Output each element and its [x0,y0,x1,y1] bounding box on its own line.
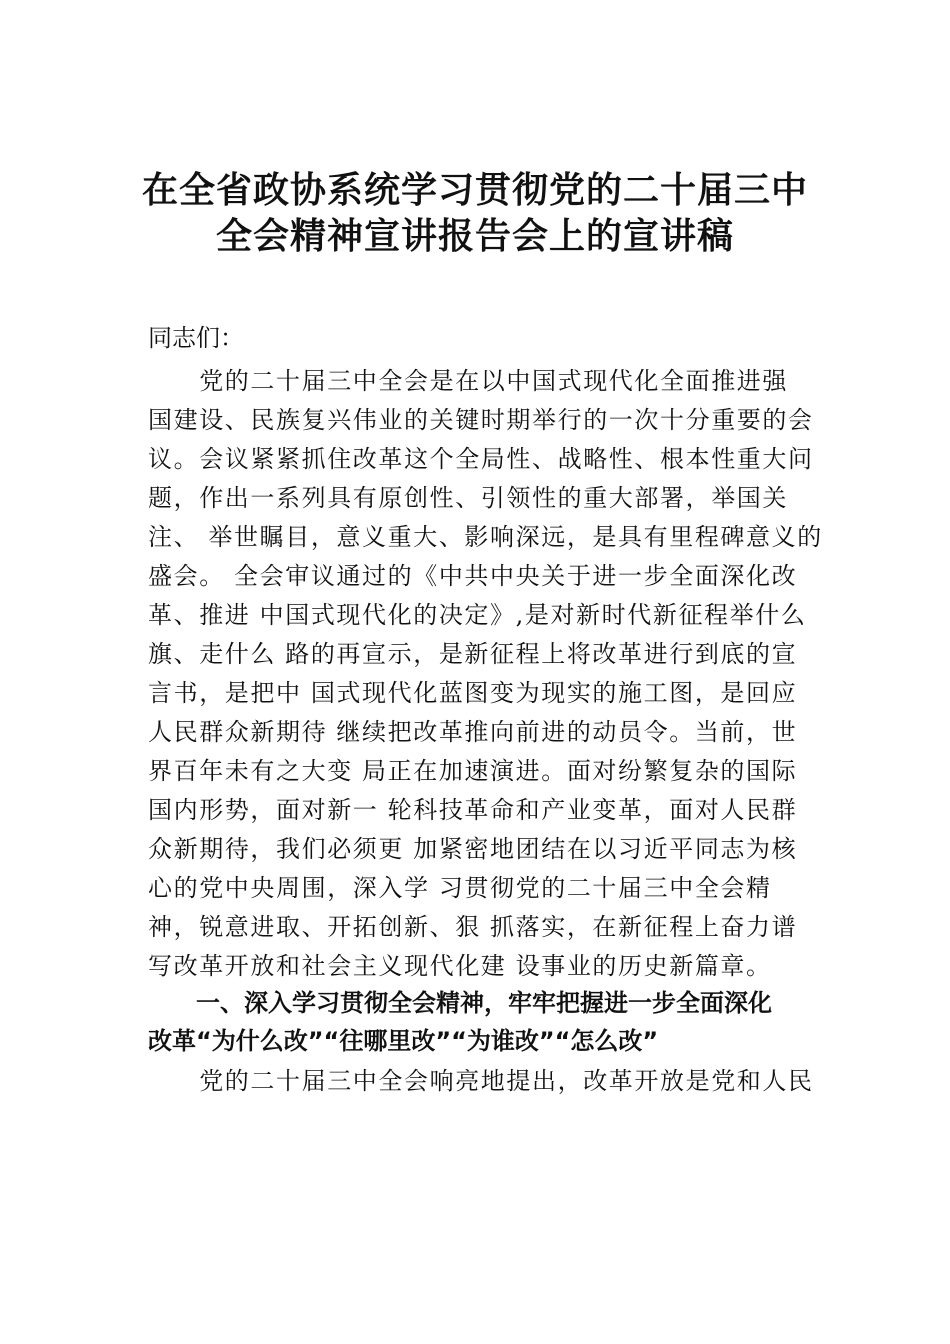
body-paragraph-2 [148,1062,814,1101]
section-heading-1 [148,984,808,1060]
text-line: 盛会。 全会审议通过的《中共中央关于进一步全面深化改 [148,562,798,590]
text-line: 写改革开放和社会主义现代化建 设事业的历史新篇章。 [148,952,772,980]
heading-line: 一、深入学习贯彻全会精神，牢牢把握进一步全面深化 [148,989,772,1017]
text-line: 众新期待，我们必须更 加紧密地团结在以习近平同志为核 [148,835,798,863]
text-line: 党的二十届三中全会是在以中国式现代化全面推进强 [148,367,788,395]
text-line: 界百年未有之大变 局正在加速演进。面对纷繁复杂的国际 [148,757,798,785]
text-line: 神，锐意进取、开拓创新、狠 抓落实，在新征程上奋力谱 [148,913,798,941]
text-line: 党的二十届三中全会响亮地提出，改革开放是党和人民 [148,1067,814,1095]
text-line: 国内形势，面对新一 轮科技革命和产业变革，面对人民群 [148,796,798,824]
text-line: 议。会议紧紧抓住改革这个全局性、战略性、根本性重大问 [148,445,814,473]
heading-line: 改革“为什么改”“往哪里改”“为谁改”“怎么改” [148,1027,659,1055]
text-line: 注、 举世瞩目，意义重大、影响深远，是具有里程碑意义的 [148,523,823,551]
document-title-line-2: 全会精神宣讲报告会上的宣讲稿 [215,216,734,257]
document-title-line-1: 在全省政协系统学习贯彻党的二十届三中 [141,170,808,211]
text-line: 言书，是把中 国式现代化蓝图变为现实的施工图，是回应 [148,679,798,707]
text-line: 国建设、民族复兴伟业的关键时期举行的一次十分重要的会 [148,406,814,434]
text-line: 人民群众新期待 继续把改革推向前进的动员令。当前，世 [148,718,798,746]
text-line: 心的党中央周围，深入学 习贯彻党的二十届三中全会精 [148,874,772,902]
text-line: 题，作出一系列具有原创性、引领性的重大部署，举国关 [148,484,788,512]
text-line: 革、推进 中国式现代化的决定》,是对新时代新征程举什么 [148,601,807,629]
text-line: 旗、走什么 路的再宣示，是新征程上将改革进行到底的宣 [148,640,798,668]
salutation: 同志们： [148,324,244,352]
body-paragraph-1 [148,362,823,986]
